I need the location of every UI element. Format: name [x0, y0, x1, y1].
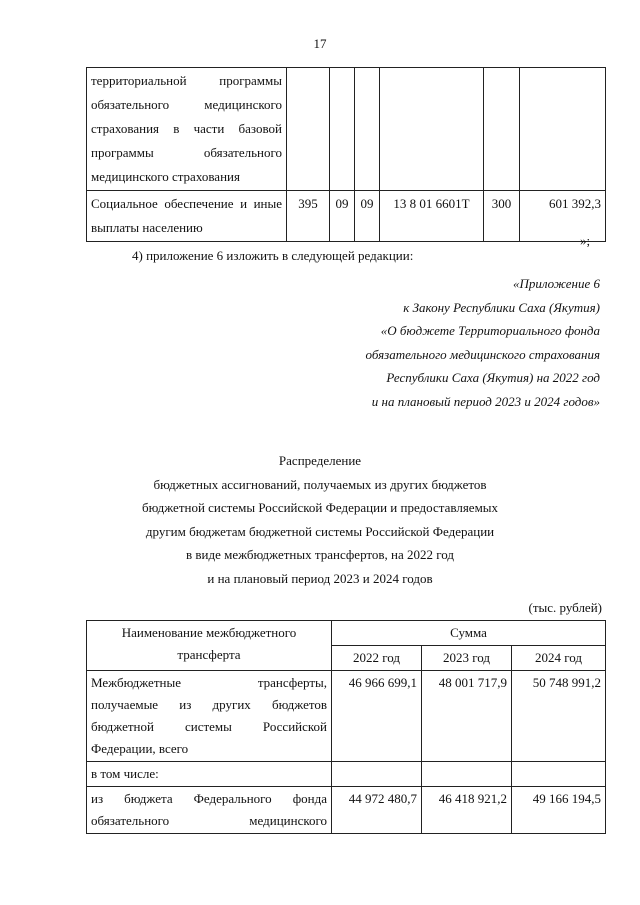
row-name-cell: территориальной программы обязательного медицинского страхования в части базовой программы обязательного медицинского страхования: [87, 68, 287, 191]
sum-cell: 601 392,3: [520, 191, 606, 242]
closing-quote-mark: »;: [580, 233, 591, 248]
budget-table-continuation: [86, 67, 606, 242]
header-sum-cell: Сумма: [332, 621, 606, 646]
table-header-row: [87, 621, 606, 646]
row-name-cell: из бюджета Федерального фонда обязательного медицинского: [87, 787, 332, 834]
table-row: [87, 191, 606, 242]
year-header: 2022 год: [332, 646, 422, 671]
table-row: [87, 787, 606, 834]
subsection-cell: 09: [355, 191, 380, 242]
value-cell: 50 748 991,2: [512, 671, 606, 762]
page-number: 17: [313, 36, 327, 51]
row-name-cell: Социальное обеспечение и иные выплаты населению: [87, 191, 287, 242]
section-heading: Распределение бюджетных ассигнований, получаемых из других бюджетов бюджетной системы Российской Федерации и предоставляемых другим бюджетам бюджетной системы Российской Федерации в виде межбюджетных трансфертов, на 2022 год и на плановый период 2023 и 2024 годов: [141, 453, 499, 586]
transfers-table: [86, 620, 606, 834]
section-cell: 09: [330, 191, 355, 242]
value-cell: 44 972 480,7: [332, 787, 422, 834]
row-name-cell: Межбюджетные трансферты, получаемые из других бюджетов бюджетной системы Российской Федерации, всего: [87, 671, 332, 762]
value-cell: 49 166 194,5: [512, 787, 606, 834]
year-header: 2024 год: [512, 646, 606, 671]
row-name-cell: в том числе:: [87, 762, 332, 787]
year-header: 2023 год: [422, 646, 512, 671]
appendix-caption: «Приложение 6 к Закону Республики Саха (Якутия) «О бюджете Территориального фонда обязательного медицинского страхования Республики Саха (Якутия) на 2022 год и на плановый период 2023 и 2024 годов»: [365, 276, 600, 409]
expense-type-cell: 300: [484, 191, 520, 242]
table-row: [87, 762, 606, 787]
units-label: (тыс. рублей): [528, 600, 602, 615]
paragraph-4: 4) приложение 6 изложить в следующей редакции:: [132, 248, 414, 263]
value-cell: 46 966 699,1: [332, 671, 422, 762]
code-cell: 395: [287, 191, 330, 242]
value-cell: 46 418 921,2: [422, 787, 512, 834]
target-article-cell: 13 8 01 6601Т: [380, 191, 484, 242]
table-row: [87, 68, 606, 191]
value-cell: 48 001 717,9: [422, 671, 512, 762]
header-name-cell: Наименование межбюджетного трансферта: [87, 621, 332, 671]
table-row: [87, 671, 606, 762]
